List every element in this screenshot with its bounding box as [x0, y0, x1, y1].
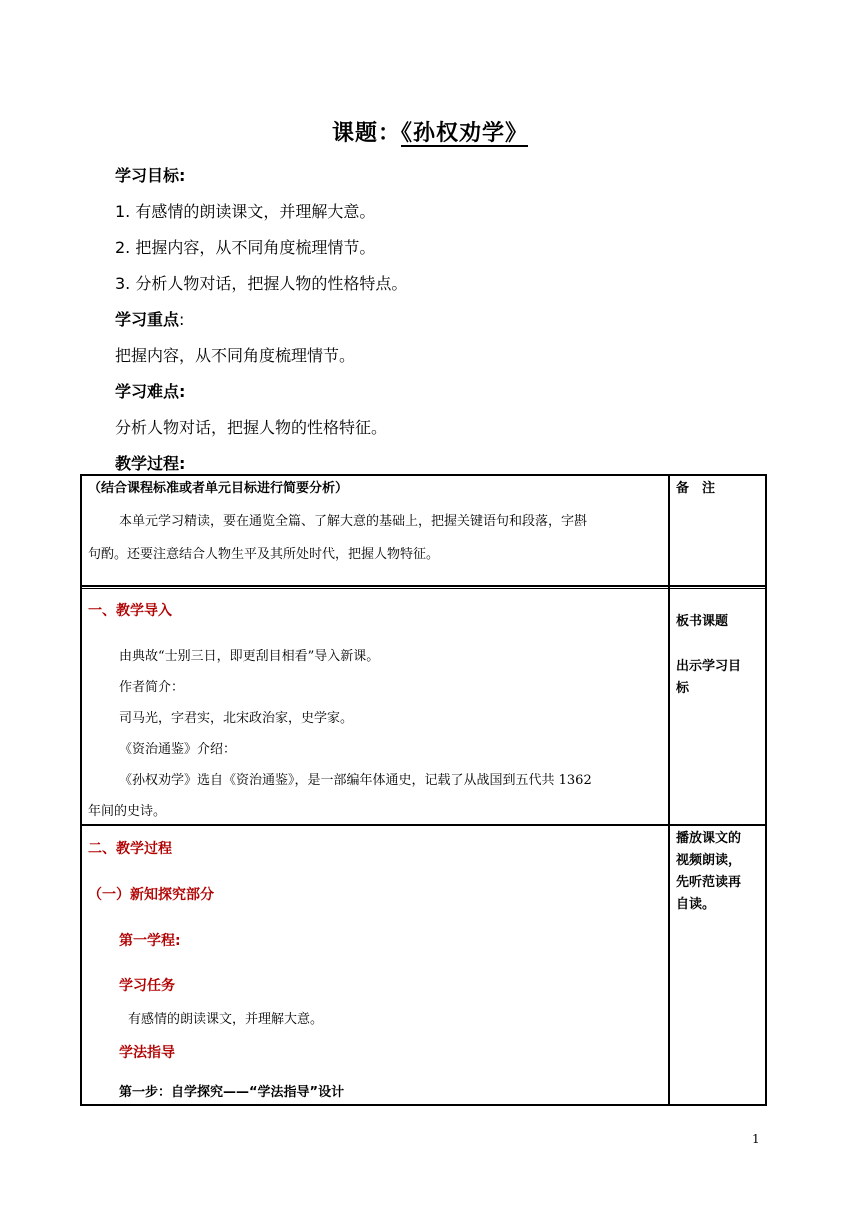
section-intro-heading: 一、教学导入: [88, 603, 172, 619]
intro-line-4: 《资治通鉴》介绍：: [119, 742, 237, 757]
title-prefix: 课题：: [331, 121, 401, 146]
section-process-heading: 二、教学过程: [88, 841, 172, 857]
table-border-right: [765, 474, 767, 1105]
objectives-heading: 学习目标:: [115, 166, 186, 185]
task-text: 有感情的朗读课文，并理解大意。: [128, 1012, 324, 1027]
table-border-left: [80, 474, 82, 1105]
difficulties-text: 分析人物对话，把握人物的性格特征。: [115, 418, 388, 437]
page-title: [0, 116, 860, 147]
step-one-text: 第一步：自学探究——“学法指导”设计: [119, 1085, 345, 1100]
page-number: 1: [752, 1132, 760, 1146]
key-points-text: 把握内容，从不同角度梳理情节。: [115, 346, 356, 365]
intro-line-3: 司马光，字君实，北宋政治家，史学家。: [119, 711, 354, 726]
new-knowledge-heading: （一）新知探究部分: [88, 887, 214, 903]
table-border-bottom: [80, 1104, 767, 1106]
key-points-colon: :: [179, 310, 185, 329]
intro-line-1: 由典故“士别三日，即更刮目相看”导入新课。: [119, 649, 380, 664]
objective-item-1: 1. 有感情的朗读课文，并理解大意。: [115, 202, 376, 221]
key-points-heading: [115, 307, 184, 330]
objective-item-2: 2. 把握内容，从不同角度梳理情节。: [115, 238, 376, 257]
method-heading: 学法指导: [119, 1045, 175, 1061]
note-board-title: 板书课题: [676, 614, 729, 629]
analysis-para-1: 本单元学习精读，要在通览全篇、了解大意的基础上，把握关键语句和段落，字斟: [119, 514, 588, 529]
note-show-goals-2: 标: [676, 681, 690, 696]
intro-line-5: 《孙权劝学》选自《资治通鉴》，是一部编年体通史，记载了从战国到五代共 1362: [119, 773, 592, 788]
note-play-video-2: 视频朗读，: [676, 853, 742, 868]
table-row-divider-1b: [80, 588, 767, 590]
first-stage-heading: 第一学程:: [119, 933, 181, 949]
key-points-label: 学习重点: [115, 310, 180, 329]
objective-item-3: 3. 分析人物对话，把握人物的性格特点。: [115, 274, 408, 293]
task-heading: 学习任务: [119, 978, 175, 994]
intro-line-6: 年间的史诗。: [88, 804, 167, 819]
table-row-divider-2: [80, 824, 767, 826]
note-play-video-3: 先听范读再: [676, 875, 742, 890]
difficulties-heading: 学习难点:: [115, 382, 186, 401]
intro-line-2: 作者简介：: [119, 680, 185, 695]
title-book: 《孙权劝学》: [401, 121, 529, 146]
note-play-video-4: 自读。: [676, 897, 716, 912]
analysis-para-2: 句酌。还要注意结合人物生平及其所处时代，把握人物特征。: [88, 547, 440, 562]
table-column-divider: [668, 474, 670, 1105]
notes-header: 备 注: [676, 481, 716, 496]
note-show-goals-1: 出示学习目: [676, 659, 742, 674]
analysis-hint: （结合课程标准或者单元目标进行简要分析）: [88, 481, 349, 496]
table-row-divider-1: [80, 585, 767, 587]
process-heading: 教学过程:: [115, 454, 186, 473]
note-play-video-1: 播放课文的: [676, 831, 742, 846]
table-border-top: [80, 474, 767, 476]
